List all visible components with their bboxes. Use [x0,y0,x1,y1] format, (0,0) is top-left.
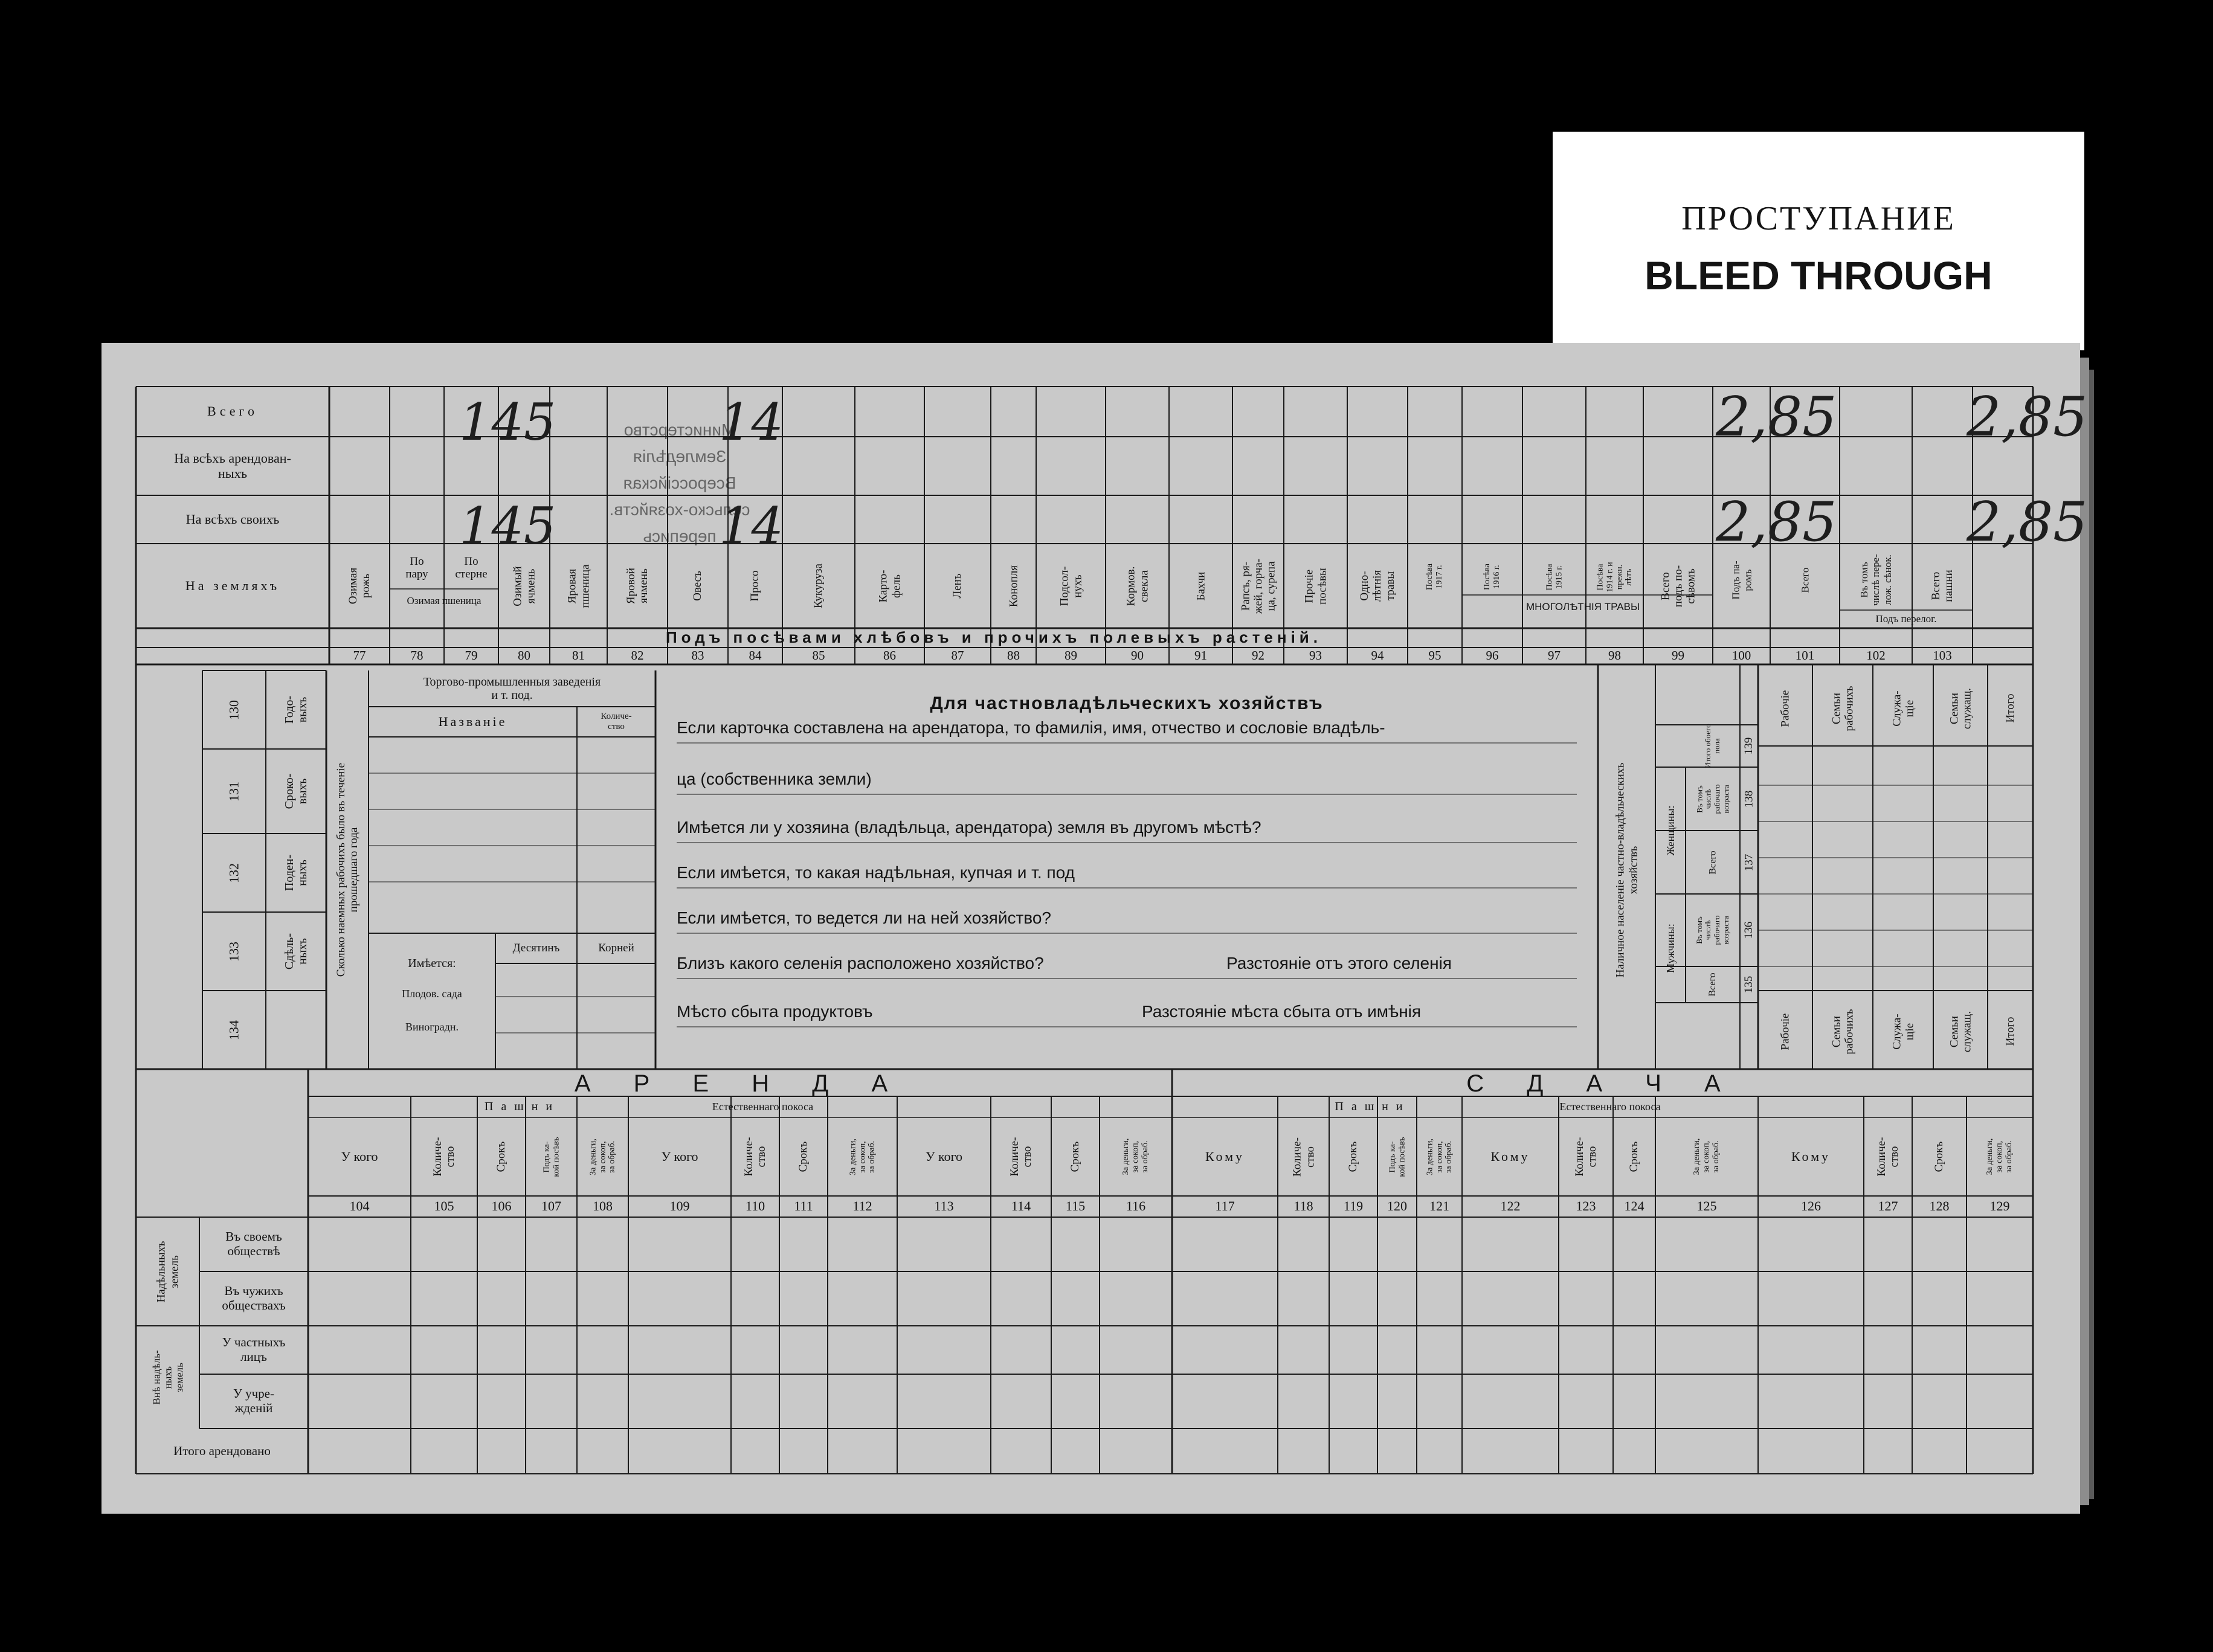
hired-row-label [266,991,326,1069]
crop-col-header: Всего [1799,567,1811,593]
crop-col-number: 97 [1548,648,1561,663]
lease-in-col-number: 106 [491,1198,512,1214]
row-label-total: Всего [207,403,258,419]
crop-col-header: Яровой ячмень [624,567,650,605]
lease-out-col-header: За деньги, за сокоп, за обраб. [1425,1138,1454,1175]
crop-col-number: 81 [572,648,585,663]
crop-col-header: Всего пашни [1929,570,1955,602]
crop-col-number: 103 [1933,648,1952,663]
stamp-line: перепись [643,527,717,545]
handwritten-rye-own: 145 [459,497,556,556]
lease-in-col-number: 112 [852,1198,872,1214]
lease-in-col-number: 109 [669,1198,690,1214]
lease-out-col-number: 117 [1215,1198,1235,1214]
lease-out-title: С Д А Ч А [1466,1070,1739,1098]
handwritten-rye-total: 145 [459,393,556,452]
lease-in-title: А Р Е Н Д А [574,1070,906,1098]
question-text: Близъ какого селенія расположено хозяйство? [677,954,1044,973]
crop-col-number: 94 [1371,648,1384,663]
lease-out-col-header: Срокъ [1628,1141,1641,1172]
stamp-line: Министерство [623,420,736,439]
question-text: Если карточка составлена на арендатора, то фамилія, имя, отчество и сословіе владѣль- [677,718,1385,738]
lease-in-col-header: Срокъ [797,1141,810,1172]
non-allotment-lands-group: Внѣ надѣль- ныхъ земель [150,1349,185,1405]
workers-col-header: Семьи рабочихъ [1829,686,1855,731]
crop-col-number: 80 [518,648,530,663]
workers-col-header: Итого [2003,693,2017,723]
lease-in-col-header: У кого [925,1148,963,1164]
question-text: Разстояніе мѣста сбыта отъ имѣнія [1142,1002,1422,1021]
crop-col-number: 86 [883,648,896,663]
lease-out-col-number: 120 [1387,1198,1407,1214]
crop-col-number: 96 [1486,648,1499,663]
crop-col-header: Посѣва 1917 г. [1425,564,1444,590]
question-text: Имѣется ли у хозяина (владѣльца, арендатора) земля въ другомъ мѣстѣ? [677,818,1261,837]
population-col-number: 136 [1742,921,1756,939]
hay-group-label: Естественнаго покоса [712,1101,814,1113]
crop-col-number: 88 [1007,648,1020,663]
workers-col-header: Семьи рабочихъ [1829,1009,1855,1054]
crop-col-header: По стерне [455,554,488,580]
label-english: BLEED THROUGH [1644,253,1992,298]
lease-out-col-number: 119 [1343,1198,1364,1214]
crop-col-header: Бахчи [1194,571,1207,600]
lease-out-col-header: Количе- ство [1875,1137,1901,1177]
sown-crops-band-title: Подъ посѣвами хлѣбовъ и прочихъ полевыхъ растеній. [665,628,1322,647]
population-col-number: 137 [1742,853,1756,871]
lease-in-col-number: 104 [349,1198,370,1214]
crop-col-number: 87 [951,648,964,663]
crop-col-header: Подъ па- ромъ [1730,560,1753,600]
crop-col-header: Посѣва 1916 г. [1483,564,1501,590]
lease-out-col-number: 123 [1576,1198,1596,1214]
lease-row-label: У учре- жденій [233,1386,274,1415]
lease-row-label: Въ своемъ обществѣ [225,1229,282,1258]
trade-name-header: Названіе [438,713,507,729]
lease-in-col-header: Подъ ка- кой посѣвъ [541,1136,561,1177]
handwritten-arable-total: 2,85 [1967,385,2088,449]
question-text: Разстояніе отъ этого селенія [1226,954,1452,973]
crop-col-number: 101 [1795,648,1815,663]
lease-out-col-header: За деньги, за сокоп, за обраб. [1692,1138,1721,1175]
workers-col-header: Рабочіе [1779,1013,1792,1050]
pop-total-label: Всего [1707,850,1718,875]
crop-col-header: Прочіе посѣвы [1303,567,1329,605]
crop-col-header: Карто- фель [877,570,903,602]
crop-col-header: Яровая пшеница [565,564,591,608]
lease-out-col-number: 124 [1624,1198,1644,1214]
workers-col-header: Итого [2003,1017,2017,1046]
lease-in-col-header: За деньги, за сокоп, за обраб. [848,1138,877,1175]
question-text: ца (собственника земли) [677,770,872,789]
crop-col-header: Рапсъ, ря- жей, горча- ца, сурепа [1239,558,1278,614]
lease-out-col-header: Подъ ка- кой посѣвъ [1387,1136,1406,1177]
crop-col-header: Посѣва 1914 г. и прежн. лѣтъ [1596,561,1634,593]
crop-col-header: Подсол- нухъ [1058,566,1084,606]
crop-col-number: 92 [1252,648,1264,663]
workers-col-header: Семьи служащ. [1947,687,1973,729]
crop-col-header: Овесъ [691,571,704,601]
population-col-number: 135 [1742,975,1756,994]
lease-row-label: У частныхъ лицъ [222,1335,286,1364]
arable-group-label: П а ш н и [484,1100,555,1114]
row-label-lands: На земляхъ [185,577,280,593]
lease-out-col-number: 128 [1929,1198,1950,1214]
crop-col-number: 91 [1194,648,1207,663]
vineyard-label: Виноградн. [405,1020,459,1033]
hired-row-label: Сдѣль- ныхъ [282,933,309,970]
lease-out-col-number: 126 [1801,1198,1821,1214]
men-label: Мужчины: [1664,924,1677,973]
lease-in-col-header: Срокъ [495,1141,508,1172]
hired-row-number: 132 [226,863,242,883]
crop-col-number: 78 [410,648,424,663]
workers-col-header: Служа- щіе [1890,690,1916,727]
lease-in-col-header: Количе- ство [431,1137,457,1177]
crop-col-number: 85 [812,648,825,663]
lease-out-col-header: Кому [1490,1148,1530,1164]
desyatin-header: Десятинъ [512,942,560,955]
arable-group-label: П а ш н и [1335,1100,1405,1114]
crop-col-number: 93 [1309,648,1322,663]
handwritten-sown-own: 2,85 [1716,490,1837,554]
question-text: Если имѣется, то какая надѣльная, купчая и т. под [677,863,1075,882]
hired-row-number: 130 [226,699,242,720]
crop-col-number: 83 [691,648,704,663]
lease-out-col-header: Количе- ство [1290,1137,1316,1177]
lease-row-label: Въ чужихъ обществахъ [222,1284,286,1313]
crop-col-number: 84 [749,648,762,663]
hired-row-label: Поден- ныхъ [282,854,309,892]
lease-out-col-number: 122 [1500,1198,1521,1214]
crop-col-header: Одно- лѣтнія травы [1358,570,1397,602]
crop-col-number: 95 [1428,648,1442,663]
lease-in-col-header: У кого [661,1148,698,1164]
row-label-own: На всѣхъ своихъ [185,511,280,527]
crop-col-number: 89 [1065,648,1077,663]
private-holdings-title: Для частновладѣльческихъ хозяйствъ [930,693,1324,714]
population-col-number: 138 [1742,790,1756,808]
handwritten-sown-total: 2,85 [1716,385,1837,449]
lease-in-col-header: Количе- ство [742,1137,768,1177]
population-header: Наличное населеніе частно-владѣльческихъ хозяйствъ [1614,762,1640,977]
lease-in-col-number: 107 [541,1198,561,1214]
crop-col-number: 82 [631,648,644,663]
lease-in-col-header: Срокъ [1069,1141,1082,1172]
stamp-line: Всероссійская [623,474,736,492]
crop-col-number: 77 [353,648,366,663]
crop-col-header: Озимая рожь [346,567,372,605]
stamp-line: Земледѣлія [633,447,727,466]
hired-row-label: Сроко- выхъ [282,773,309,809]
crop-col-header: Конопля [1007,565,1020,607]
lease-out-col-header: Кому [1205,1148,1245,1164]
population-col-number: 139 [1742,737,1756,755]
winter-wheat-group-label: Озимая пшеница [407,595,482,607]
hired-row-number: 131 [226,781,242,802]
lease-out-col-number: 118 [1293,1198,1313,1214]
crop-col-header: Посѣва 1915 г. [1544,564,1564,590]
workers-col-header: Служа- щіе [1890,1013,1916,1050]
pop-total-label: Всего [1707,972,1718,997]
fallow-group-label: Подъ перелог. [1875,613,1937,625]
lease-in-col-header: У кого [341,1148,378,1164]
crop-col-header: Въ томъ числѣ пере- лож. сѣнок. [1858,554,1893,606]
crop-col-header: Ленъ [951,573,964,599]
hired-workers-header: Сколько наемных рабочихъ было въ теченіе прошедшаго года [334,762,360,977]
perennial-grasses-label: МНОГОЛѢТНІЯ ТРАВЫ [1525,601,1640,613]
has-label: Имѣется: [408,956,456,970]
crop-col-number: 102 [1866,648,1886,663]
crop-col-header: Всего подъ по- сѣвомъ [1658,565,1698,607]
roots-header: Корней [598,942,634,955]
lease-in-col-header: За деньги, за сокоп, за обраб. [588,1138,617,1175]
hired-row-number: 134 [226,1020,242,1040]
lease-out-col-number: 129 [1989,1198,2010,1214]
crop-col-header: Просо [749,570,762,602]
row-label-rented: На всѣхъ арендован- ныхъ [174,450,291,481]
label-russian: ПРОСТУПАНИЕ [1681,200,1956,237]
lease-in-col-number: 114 [1011,1198,1031,1214]
question-text: Мѣсто сбыта продуктовъ [677,1002,873,1021]
lease-out-col-header: Количе- ство [1573,1137,1599,1177]
lease-out-col-header: За деньги, за сокоп, за обраб. [1985,1138,2014,1175]
lease-in-col-number: 111 [794,1198,813,1214]
lease-out-col-header: Срокъ [1347,1141,1360,1172]
crop-col-number: 79 [465,648,478,663]
lease-out-col-header: Срокъ [1933,1141,1946,1172]
crop-col-header: Кукуруза [812,564,825,608]
crop-col-number: 90 [1131,648,1144,663]
crop-col-header: Кормов. свекла [1124,566,1150,606]
lease-out-col-header: Кому [1791,1148,1831,1164]
trade-establishments-title: Торгово-промышленныя заведенія и т. под. [423,675,601,702]
lease-in-col-header: Количе- ство [1008,1137,1034,1177]
lease-out-col-number: 125 [1696,1198,1717,1214]
question-text: Если имѣется, то ведется ли на ней хозяйство? [677,908,1051,928]
lease-out-col-number: 127 [1878,1198,1898,1214]
lease-in-col-number: 108 [593,1198,613,1214]
lease-out-col-number: 121 [1429,1198,1449,1214]
total-leased-label: Итого арендовано [173,1443,271,1458]
crop-col-number: 100 [1731,648,1751,663]
women-label: Женщины: [1664,805,1677,856]
workers-col-header: Рабочіе [1779,690,1792,727]
lease-in-col-number: 105 [434,1198,454,1214]
lease-in-col-number: 113 [934,1198,954,1214]
pop-working-age-label: Въ томъ числѣ рабочаго возраста [1694,784,1730,814]
crop-col-number: 99 [1672,648,1684,663]
lease-in-col-header: За деньги, за сокоп, за обраб. [1121,1138,1150,1175]
crop-col-number: 98 [1608,648,1621,663]
pop-grand-total-label: Итого обоего пола [1703,724,1721,768]
hay-group-label: Естественнаго покоса [1559,1101,1661,1113]
lease-in-col-number: 116 [1126,1198,1146,1214]
crop-col-header: По пару [405,554,428,580]
handwritten-arable-own: 2,85 [1967,490,2088,554]
stamp-line: сельско-хозяйств. [609,500,750,519]
orchard-label: Плодов. сада [402,987,462,1000]
workers-col-header: Семьи служащ. [1947,1011,1973,1052]
allotment-lands-group: Надѣльныхъ земель [155,1241,181,1302]
lease-in-col-number: 115 [1065,1198,1086,1214]
hired-row-number: 133 [226,941,242,962]
pop-working-age-label: Въ томъ числѣ рабочаго возраста [1694,915,1730,945]
trade-qty-header: Количе- ство [601,712,632,731]
lease-in-col-number: 110 [745,1198,765,1214]
handwritten-oats-total: 14 [719,393,784,452]
hired-row-label: Годо- выхъ [282,695,309,724]
handwritten-oats-own: 14 [719,497,784,556]
crop-col-header: Озимый ячмень [511,565,537,606]
